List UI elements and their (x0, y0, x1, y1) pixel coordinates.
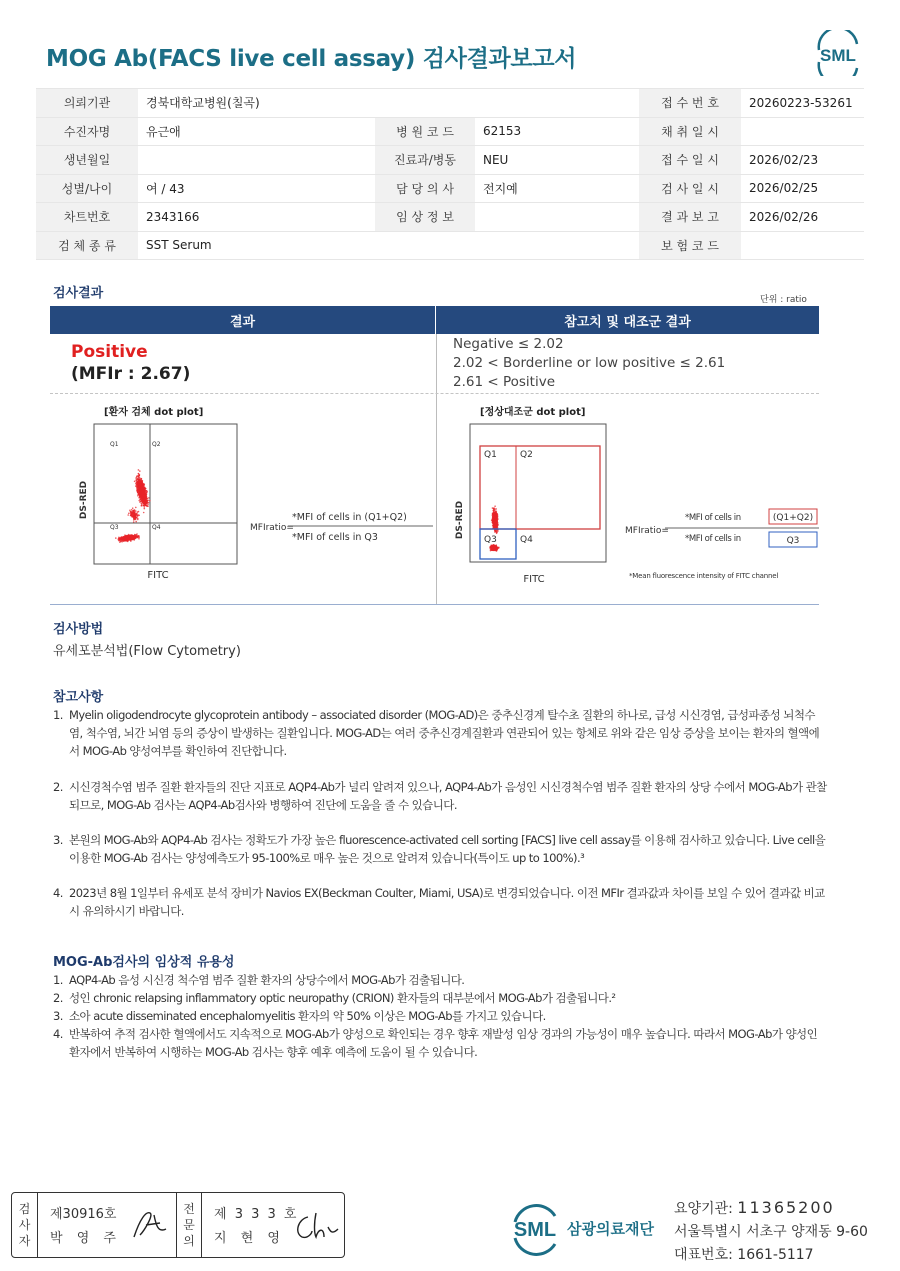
flow-event-dot (494, 508, 496, 510)
flow-event-dot (143, 512, 145, 514)
flow-event-dot (130, 512, 132, 514)
flow-event-dot (141, 486, 143, 488)
flow-event-dot (494, 505, 496, 507)
info-label (375, 231, 475, 260)
method-section-title: 검사방법 (53, 622, 104, 637)
flow-event-dot (131, 536, 133, 538)
tester-signature-icon (130, 1207, 170, 1243)
note-item: 3. 본원의 MOG-Ab와 AQP4-Ab 검사는 정확도가 가장 높은 fluorescence-activated cell sorting [FACS] live cell assay를 이용해 검사하고 있습니다. Live cell을 이용한 MOG-Ab 검사는 양성예측도가 95-100%로 매우 높은 것으로 알려져 있습니다(특이도 up to 100%).³ (53, 833, 826, 865)
info-value: NEU (475, 146, 639, 175)
flow-event-dot (137, 486, 139, 488)
flow-event-dot (126, 538, 128, 540)
flow-event-dot (137, 490, 139, 492)
patient-q4-label: Q4 (152, 524, 161, 531)
utility-item: 4. 반복하여 추적 검사한 혈액에서도 지속적으로 MOG-Ab가 양성으로 확인되는 경우 향후 재발성 임상 경과의 가능성이 매우 높습니다. 따라서 MOG-Ab가 양성인 환자에서 반복하여 시행하는 MOG-Ab 검사는 향후 예후 예측에 도움이 될 수 있습니다. (53, 1027, 818, 1059)
patient-x-axis-label: FITC (147, 570, 169, 581)
control-q4-label: Q4 (520, 535, 533, 545)
flow-event-dot (493, 518, 495, 520)
patient-q1-label: Q1 (110, 441, 119, 448)
footer-phone: 대표번호: 1661-5117 (674, 1247, 814, 1263)
info-value: 2026/02/26 (741, 203, 864, 232)
flow-event-dot (144, 493, 146, 495)
control-formula-denominator: *MFI of cells in (685, 534, 741, 544)
flow-event-dot (135, 513, 137, 515)
tester-label: 검 사 자 (12, 1193, 38, 1257)
flow-event-dot (138, 469, 140, 471)
flow-event-dot (137, 514, 139, 516)
flow-event-dot (494, 522, 496, 524)
flow-event-dot (134, 510, 136, 512)
patient-info-row (36, 146, 864, 175)
flow-event-dot (495, 518, 497, 520)
info-value (138, 146, 375, 175)
info-value: 전지예 (475, 174, 639, 203)
info-value: 여 / 43 (138, 174, 375, 203)
flow-event-dot (129, 510, 131, 512)
note-item: 4. 2023년 8월 1일부터 유세포 분석 장비가 Navios EX(Beckman Coulter, Miami, USA)로 변경되었습니다. 이전 MFIr 결과값과 차이를 보일 수 있어 결과값 비교 시 유의하시기 바랍니다. (53, 886, 825, 918)
flow-event-dot (496, 511, 498, 513)
flow-event-dot (121, 537, 123, 539)
flow-event-dot (496, 532, 498, 534)
flow-event-dot (144, 506, 146, 508)
flow-event-dot (138, 473, 140, 475)
flow-event-dot (133, 521, 135, 523)
info-value: 유근애 (138, 117, 375, 146)
patient-formula-left: MFIratio= (250, 523, 294, 533)
flow-event-dot (492, 515, 494, 517)
flow-event-dot (496, 550, 498, 552)
page-title: MOG Ab(FACS live cell assay) 검사결과보고서 (46, 46, 577, 72)
info-label (375, 89, 475, 118)
info-label: 생년월일 (36, 146, 138, 175)
patient-q2-label: Q2 (152, 441, 161, 448)
flow-event-dot (141, 505, 143, 507)
flow-event-dot (121, 538, 123, 540)
utility-item: 3. 소아 acute disseminated encephalomyelitis 환자의 약 50% 이상은 MOG-Ab를 가지고 있습니다. (53, 1009, 546, 1023)
control-q2-label: Q2 (520, 450, 533, 460)
flow-event-dot (129, 535, 131, 537)
control-plot-title: [정상대조군 dot plot] (480, 407, 586, 418)
flow-event-dot (492, 516, 494, 518)
info-label: 임 상 정 보 (375, 203, 475, 232)
flow-event-dot (141, 493, 143, 495)
flow-event-dot (495, 515, 497, 517)
patient-info-row (36, 89, 864, 118)
control-q1-label: Q1 (484, 450, 497, 460)
flow-event-dot (494, 513, 496, 515)
flow-event-dot (132, 507, 134, 509)
control-footnote: *Mean fluorescence intensity of FITC channel (629, 572, 779, 580)
flow-event-dot (140, 481, 142, 483)
patient-info-table (36, 88, 864, 260)
info-label: 성별/나이 (36, 174, 138, 203)
flow-event-dot (136, 533, 138, 535)
specialist-label: 전 문 의 (176, 1193, 202, 1257)
flow-event-dot (491, 546, 493, 548)
flow-event-dot (130, 540, 132, 542)
result-table-header (50, 306, 819, 334)
note-item: 2. 시신경척수염 범주 질환 환자들의 진단 지표로 AQP4-Ab가 널리 알려져 있으나, AQP4-Ab가 음성인 시신경척수염 범주 질환 환자의 상당 수에서 MOG-Ab가 관찰되므로, MOG-Ab 검사는 AQP4-Ab검사와 병행하여 진단에 도움을 줄 수 있습니다. (53, 780, 827, 812)
flow-event-dot (141, 491, 143, 493)
flow-event-dot (496, 526, 498, 528)
result-column-header: 결과 (50, 306, 436, 334)
flow-event-dot (496, 513, 498, 515)
reference-negative: Negative ≤ 2.02 (453, 336, 564, 352)
info-label: 차트번호 (36, 203, 138, 232)
flow-event-dot (135, 518, 137, 520)
control-q3-label: Q3 (484, 535, 497, 545)
patient-formula-numerator: *MFI of cells in (Q1+Q2) (292, 512, 407, 523)
flow-event-dot (139, 470, 141, 472)
flow-event-dot (133, 539, 135, 541)
note-item: 1. Myelin oligodendrocyte glycoprotein antibody – associated disorder (MOG-AD)은 중추신경계 탈수초 질환의 하나로, 급성 시신경염, 급성파종성 뇌척수염, 척수염, 뇌간 뇌염 등의 증상이 발생하는 질환입니다. MOG-AD는 여러 중추신경계질환과 연관되어 있는 항체로 위와 같은 임상 증상을 보이는 환자의 혈액에서 MOG-Ab 양성여부를 확인하여 진단합니다. (53, 708, 820, 758)
info-label: 접 수 일 시 (639, 146, 741, 175)
flow-event-dot (492, 520, 494, 522)
control-formula-left: MFIratio= (625, 526, 669, 536)
flow-event-dot (140, 501, 142, 503)
flow-event-dot (133, 512, 135, 514)
flow-event-dot (133, 536, 135, 538)
flow-event-dot (124, 538, 126, 540)
flow-event-dot (119, 538, 121, 540)
patient-info-row (36, 174, 864, 203)
result-section-title: 검사결과 (53, 286, 104, 301)
flow-event-dot (124, 534, 126, 536)
unit-label: 단위 : ratio (760, 295, 807, 305)
patient-info-row (36, 117, 864, 146)
flow-event-dot (138, 538, 140, 540)
info-value (475, 203, 639, 232)
info-value (741, 117, 864, 146)
flow-event-dot (122, 537, 124, 539)
tester-license-no: 제30916호 (50, 1207, 117, 1222)
reference-borderline: 2.02 < Borderline or low positive ≤ 2.61 (453, 355, 726, 371)
flow-event-dot (135, 507, 137, 509)
flow-event-dot (490, 549, 492, 551)
flow-event-dot (143, 486, 145, 488)
control-dot-plot (452, 420, 614, 588)
info-label: 검 체 종 류 (36, 231, 138, 260)
flow-event-dot (135, 521, 137, 523)
info-label: 의뢰기관 (36, 89, 138, 118)
flow-event-dot (128, 537, 130, 539)
flow-event-dot (492, 513, 494, 515)
flow-event-dot (133, 517, 135, 519)
flow-event-dot (149, 500, 151, 502)
flow-event-dot (137, 511, 139, 513)
flow-event-dot (141, 499, 143, 501)
flow-event-dot (492, 547, 494, 549)
control-x-axis-label: FITC (523, 574, 545, 585)
sml-footer-logo-icon (507, 1198, 563, 1256)
utility-item: 2. 성인 chronic relapsing inflammatory optic neuropathy (CRION) 환자들의 대부분에서 MOG-Ab가 검출됩니다.² (53, 991, 616, 1005)
flow-event-dot (143, 499, 145, 501)
flow-event-dot (127, 514, 129, 516)
flow-event-dot (134, 481, 136, 483)
reference-positive: 2.61 < Positive (453, 374, 555, 390)
method-text: 유세포분석법(Flow Cytometry) (53, 644, 241, 659)
flow-event-dot (132, 511, 134, 513)
flow-event-dot (492, 507, 494, 509)
info-label: 채 취 일 시 (639, 117, 741, 146)
flow-event-dot (134, 537, 136, 539)
flow-event-dot (144, 508, 146, 510)
flow-event-dot (142, 497, 144, 499)
flow-event-dot (497, 515, 499, 517)
patient-info-row (36, 203, 864, 232)
flow-event-dot (135, 477, 137, 479)
patient-mfi-ratio-formula (250, 505, 436, 545)
info-value: 20260223-53261 (741, 89, 864, 118)
info-label: 수진자명 (36, 117, 138, 146)
flow-event-dot (142, 501, 144, 503)
flow-event-dot (145, 488, 147, 490)
info-label: 보 험 코 드 (639, 231, 741, 260)
svg-text:SML: SML (820, 46, 856, 65)
flow-event-dot (141, 498, 143, 500)
info-value: 2026/02/25 (741, 174, 864, 203)
reference-column-header: 참고치 및 대조군 결과 (564, 314, 691, 330)
flow-event-dot (142, 489, 144, 491)
info-label: 검 사 일 시 (639, 174, 741, 203)
flow-event-dot (138, 493, 140, 495)
patient-q3-label: Q3 (110, 524, 119, 531)
footer-institution-code: 요양기관: 11365200 (674, 1198, 835, 1217)
info-label: 진료과/병동 (375, 146, 475, 175)
control-y-axis-label: DS-RED (455, 500, 465, 540)
tester-name: 박 영 주 (50, 1231, 121, 1246)
utility-item: 1. AQP4-Ab 음성 시신경 척수염 범주 질환 환자의 상당수에서 MOG-Ab가 검출됩니다. (53, 973, 465, 987)
flow-event-dot (138, 479, 140, 481)
specialist-license-no: 제 3 3 3 호 (214, 1207, 299, 1222)
flow-event-dot (145, 500, 147, 502)
sml-logo-icon (813, 30, 863, 76)
info-value: 2343166 (138, 203, 375, 232)
flow-event-dot (137, 535, 139, 537)
info-label: 접 수 번 호 (639, 89, 741, 118)
patient-info-row (36, 231, 864, 260)
mfir-value: (MFIr : 2.67) (71, 364, 191, 384)
flow-event-dot (127, 541, 129, 543)
flow-event-dot (143, 505, 145, 507)
patient-formula-denominator: *MFI of cells in Q3 (292, 532, 378, 543)
flow-event-dot (139, 475, 141, 477)
flow-event-dot (135, 482, 137, 484)
flow-event-dot (131, 538, 133, 540)
flow-event-dot (141, 488, 143, 490)
flow-event-dot (146, 492, 148, 494)
info-value (475, 231, 639, 260)
flow-event-dot (148, 497, 150, 499)
flow-event-dot (128, 513, 130, 515)
flow-event-dot (130, 514, 132, 516)
info-value: SST Serum (138, 231, 375, 260)
patient-dot-plot (74, 420, 242, 586)
info-value (741, 231, 864, 260)
flow-event-dot (131, 509, 133, 511)
flow-event-dot (145, 498, 147, 500)
patient-plot-title: [환자 검체 dot plot] (104, 407, 204, 418)
flow-event-dot (146, 506, 148, 508)
flow-event-dot (493, 510, 495, 512)
flow-event-dot (140, 479, 142, 481)
flow-event-dot (495, 547, 497, 549)
flow-event-dot (138, 486, 140, 488)
flow-event-dot (138, 497, 140, 499)
flow-event-dot (495, 531, 497, 533)
flow-event-dot (493, 545, 495, 547)
signature-box (11, 1192, 345, 1258)
patient-y-axis-label: DS-RED (79, 480, 89, 520)
flow-event-dot (145, 496, 147, 498)
info-label: 병 원 코 드 (375, 117, 475, 146)
flow-event-dot (142, 482, 144, 484)
specialist-name: 지 현 영 (214, 1231, 285, 1246)
control-mfi-ratio-formula (625, 505, 820, 580)
info-label: 결 과 보 고 (639, 203, 741, 232)
notes-section-title: 참고사항 (53, 690, 104, 705)
footer-org-name: 삼광의료재단 (567, 1220, 654, 1238)
utility-section-title: MOG-Ab검사의 임상적 유용성 (53, 955, 235, 970)
flow-event-dot (146, 497, 148, 499)
flow-event-dot (137, 519, 139, 521)
flow-event-dot (131, 513, 133, 515)
info-label: 담 당 의 사 (375, 174, 475, 203)
specialist-signature-icon (290, 1209, 340, 1243)
flow-event-dot (139, 489, 141, 491)
info-value: 경북대학교병원(칠곡) (138, 89, 375, 118)
info-value (475, 89, 639, 118)
control-numerator-box: (Q1+Q2) (772, 513, 814, 523)
footer-address: 서울특별시 서초구 양재동 9-60 (674, 1224, 868, 1240)
control-formula-numerator: *MFI of cells in (685, 513, 741, 523)
flow-event-dot (148, 502, 150, 504)
info-value: 62153 (475, 117, 639, 146)
flow-event-dot (493, 520, 495, 522)
flow-event-dot (134, 515, 136, 517)
flow-event-dot (143, 495, 145, 497)
flow-event-dot (138, 484, 140, 486)
flow-event-dot (493, 526, 495, 528)
flow-event-dot (128, 539, 130, 541)
svg-text:SML: SML (513, 1219, 557, 1241)
flow-event-dot (138, 515, 140, 517)
result-positive: Positive (71, 342, 148, 362)
control-denominator-box: Q3 (786, 536, 800, 546)
flow-event-dot (144, 490, 146, 492)
flow-event-dot (495, 508, 497, 510)
info-value: 2026/02/23 (741, 146, 864, 175)
flow-event-dot (115, 537, 117, 539)
flow-event-dot (135, 484, 137, 486)
